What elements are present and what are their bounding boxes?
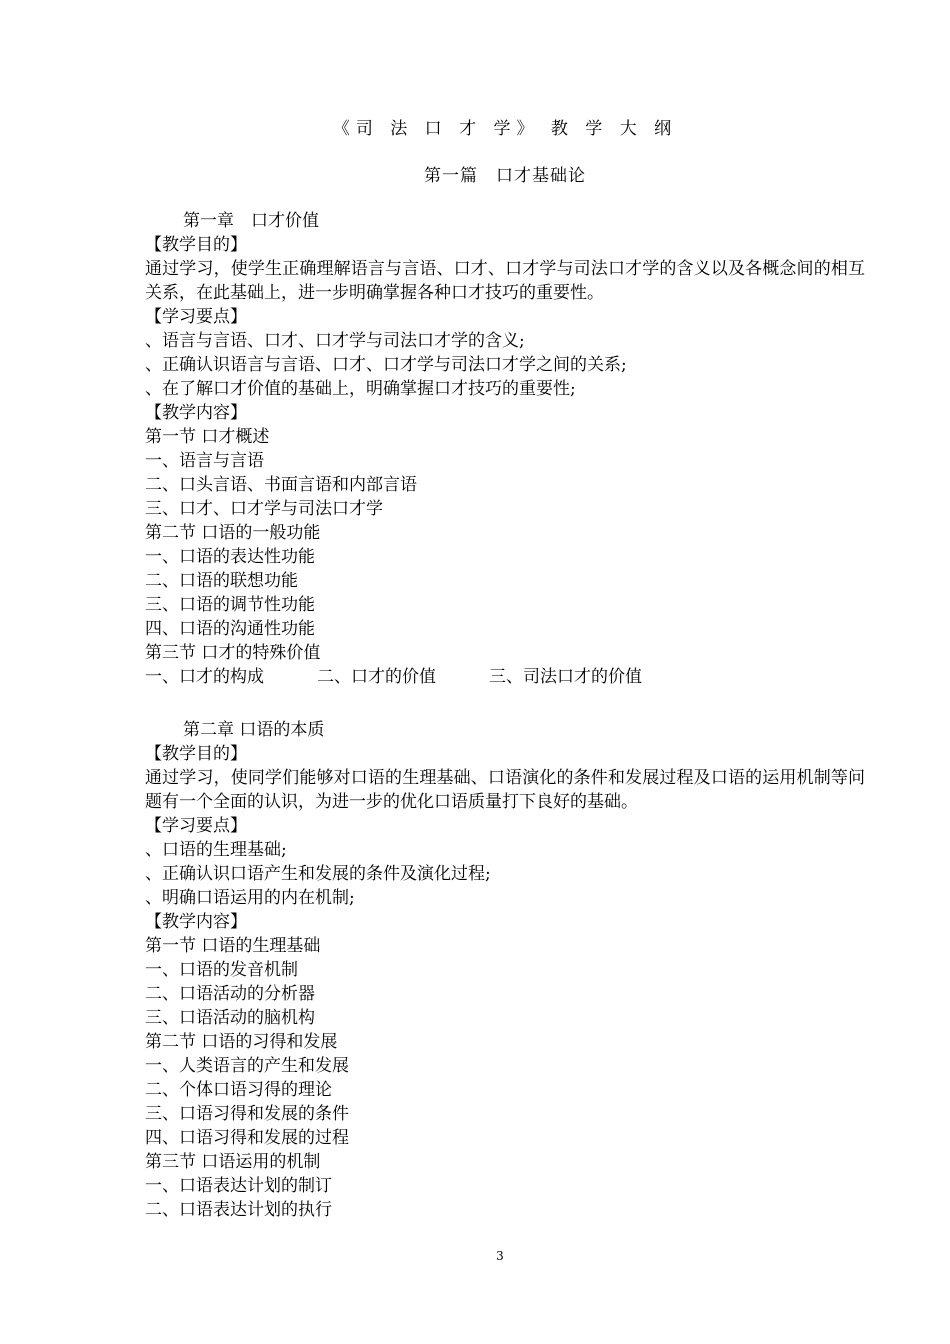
goal-label: 【教学目的】 — [145, 744, 247, 764]
goal-text: 通过学习，使同学们能够对口语的生理基础、口语演化的条件和发展过程及口语的运用机制等问题有一个全面的认识，为进一步的优化口语质量打下良好的基础。 — [145, 768, 865, 812]
section-item: 二、口才的价值 — [317, 667, 436, 687]
section-item: 一、口语表达计划的制订 — [145, 1176, 332, 1196]
section-item: 二、口头言语、书面言语和内部言语 — [145, 475, 417, 495]
point-item: 、明确口语运用的内在机制; — [145, 888, 355, 908]
section-item: 一、语言与言语 — [145, 451, 264, 471]
content-label: 【教学内容】 — [145, 912, 247, 932]
section-item: 二、个体口语习得的理论 — [145, 1080, 332, 1100]
section-item: 一、口语的发音机制 — [145, 960, 298, 980]
section-item: 二、口语表达计划的执行 — [145, 1200, 332, 1220]
section-item: 四、口语的沟通性功能 — [145, 619, 315, 639]
points-label: 【学习要点】 — [145, 307, 247, 327]
section-items-row — [145, 665, 865, 689]
section-item: 二、口语活动的分析器 — [145, 984, 315, 1004]
section-item: 一、口语的表达性功能 — [145, 547, 315, 567]
section-item: 一、人类语言的产生和发展 — [145, 1056, 349, 1076]
point-item: 、口语的生理基础; — [145, 840, 287, 860]
document-title: 《司 法 口 才 学》 教 学 大 纲 — [332, 119, 678, 139]
goal-label: 【教学目的】 — [145, 235, 247, 255]
page-number: 3 — [496, 1249, 504, 1263]
point-item: 、正确认识口语产生和发展的条件及演化过程; — [145, 864, 491, 884]
section-item: 四、口语习得和发展的过程 — [145, 1128, 349, 1148]
content-label: 【教学内容】 — [145, 403, 247, 423]
section-item: 三、口语习得和发展的条件 — [145, 1104, 349, 1124]
section-item: 三、司法口才的价值 — [489, 667, 642, 687]
section-heading: 第一节 口才概述 — [145, 427, 270, 447]
goal-text: 通过学习，使学生正确理解语言与言语、口才、口才学与司法口才学的含义以及各概念间的相互关系，在此基础上，进一步明确掌握各种口才技巧的重要性。 — [145, 259, 865, 303]
section-heading: 第二节 口语的一般功能 — [145, 523, 321, 543]
point-item: 、正确认识语言与言语、口才、口才学与司法口才学之间的关系; — [145, 355, 627, 375]
point-item: 、语言与言语、口才、口才学与司法口才学的含义; — [145, 331, 525, 351]
section-heading: 第三节 口语运用的机制 — [145, 1152, 321, 1172]
chapter-1 — [145, 209, 865, 689]
part-title: 第一篇 口才基础论 — [424, 166, 586, 186]
section-heading: 第二节 口语的习得和发展 — [145, 1032, 338, 1052]
chapter-heading: 第一章 口才价值 — [183, 211, 319, 231]
points-label: 【学习要点】 — [145, 816, 247, 836]
section-item: 三、口才、口才学与司法口才学 — [145, 499, 383, 519]
section-item: 三、口语活动的脑机构 — [145, 1008, 315, 1028]
section-item: 三、口语的调节性功能 — [145, 595, 315, 615]
chapter-2 — [145, 718, 865, 1222]
section-heading: 第三节 口才的特殊价值 — [145, 643, 321, 663]
point-item: 、在了解口才价值的基础上，明确掌握口才技巧的重要性; — [145, 379, 576, 399]
section-heading: 第一节 口语的生理基础 — [145, 936, 321, 956]
chapter-heading: 第二章 口语的本质 — [183, 720, 325, 740]
section-item: 一、口才的构成 — [145, 667, 264, 687]
section-item: 二、口语的联想功能 — [145, 571, 298, 591]
